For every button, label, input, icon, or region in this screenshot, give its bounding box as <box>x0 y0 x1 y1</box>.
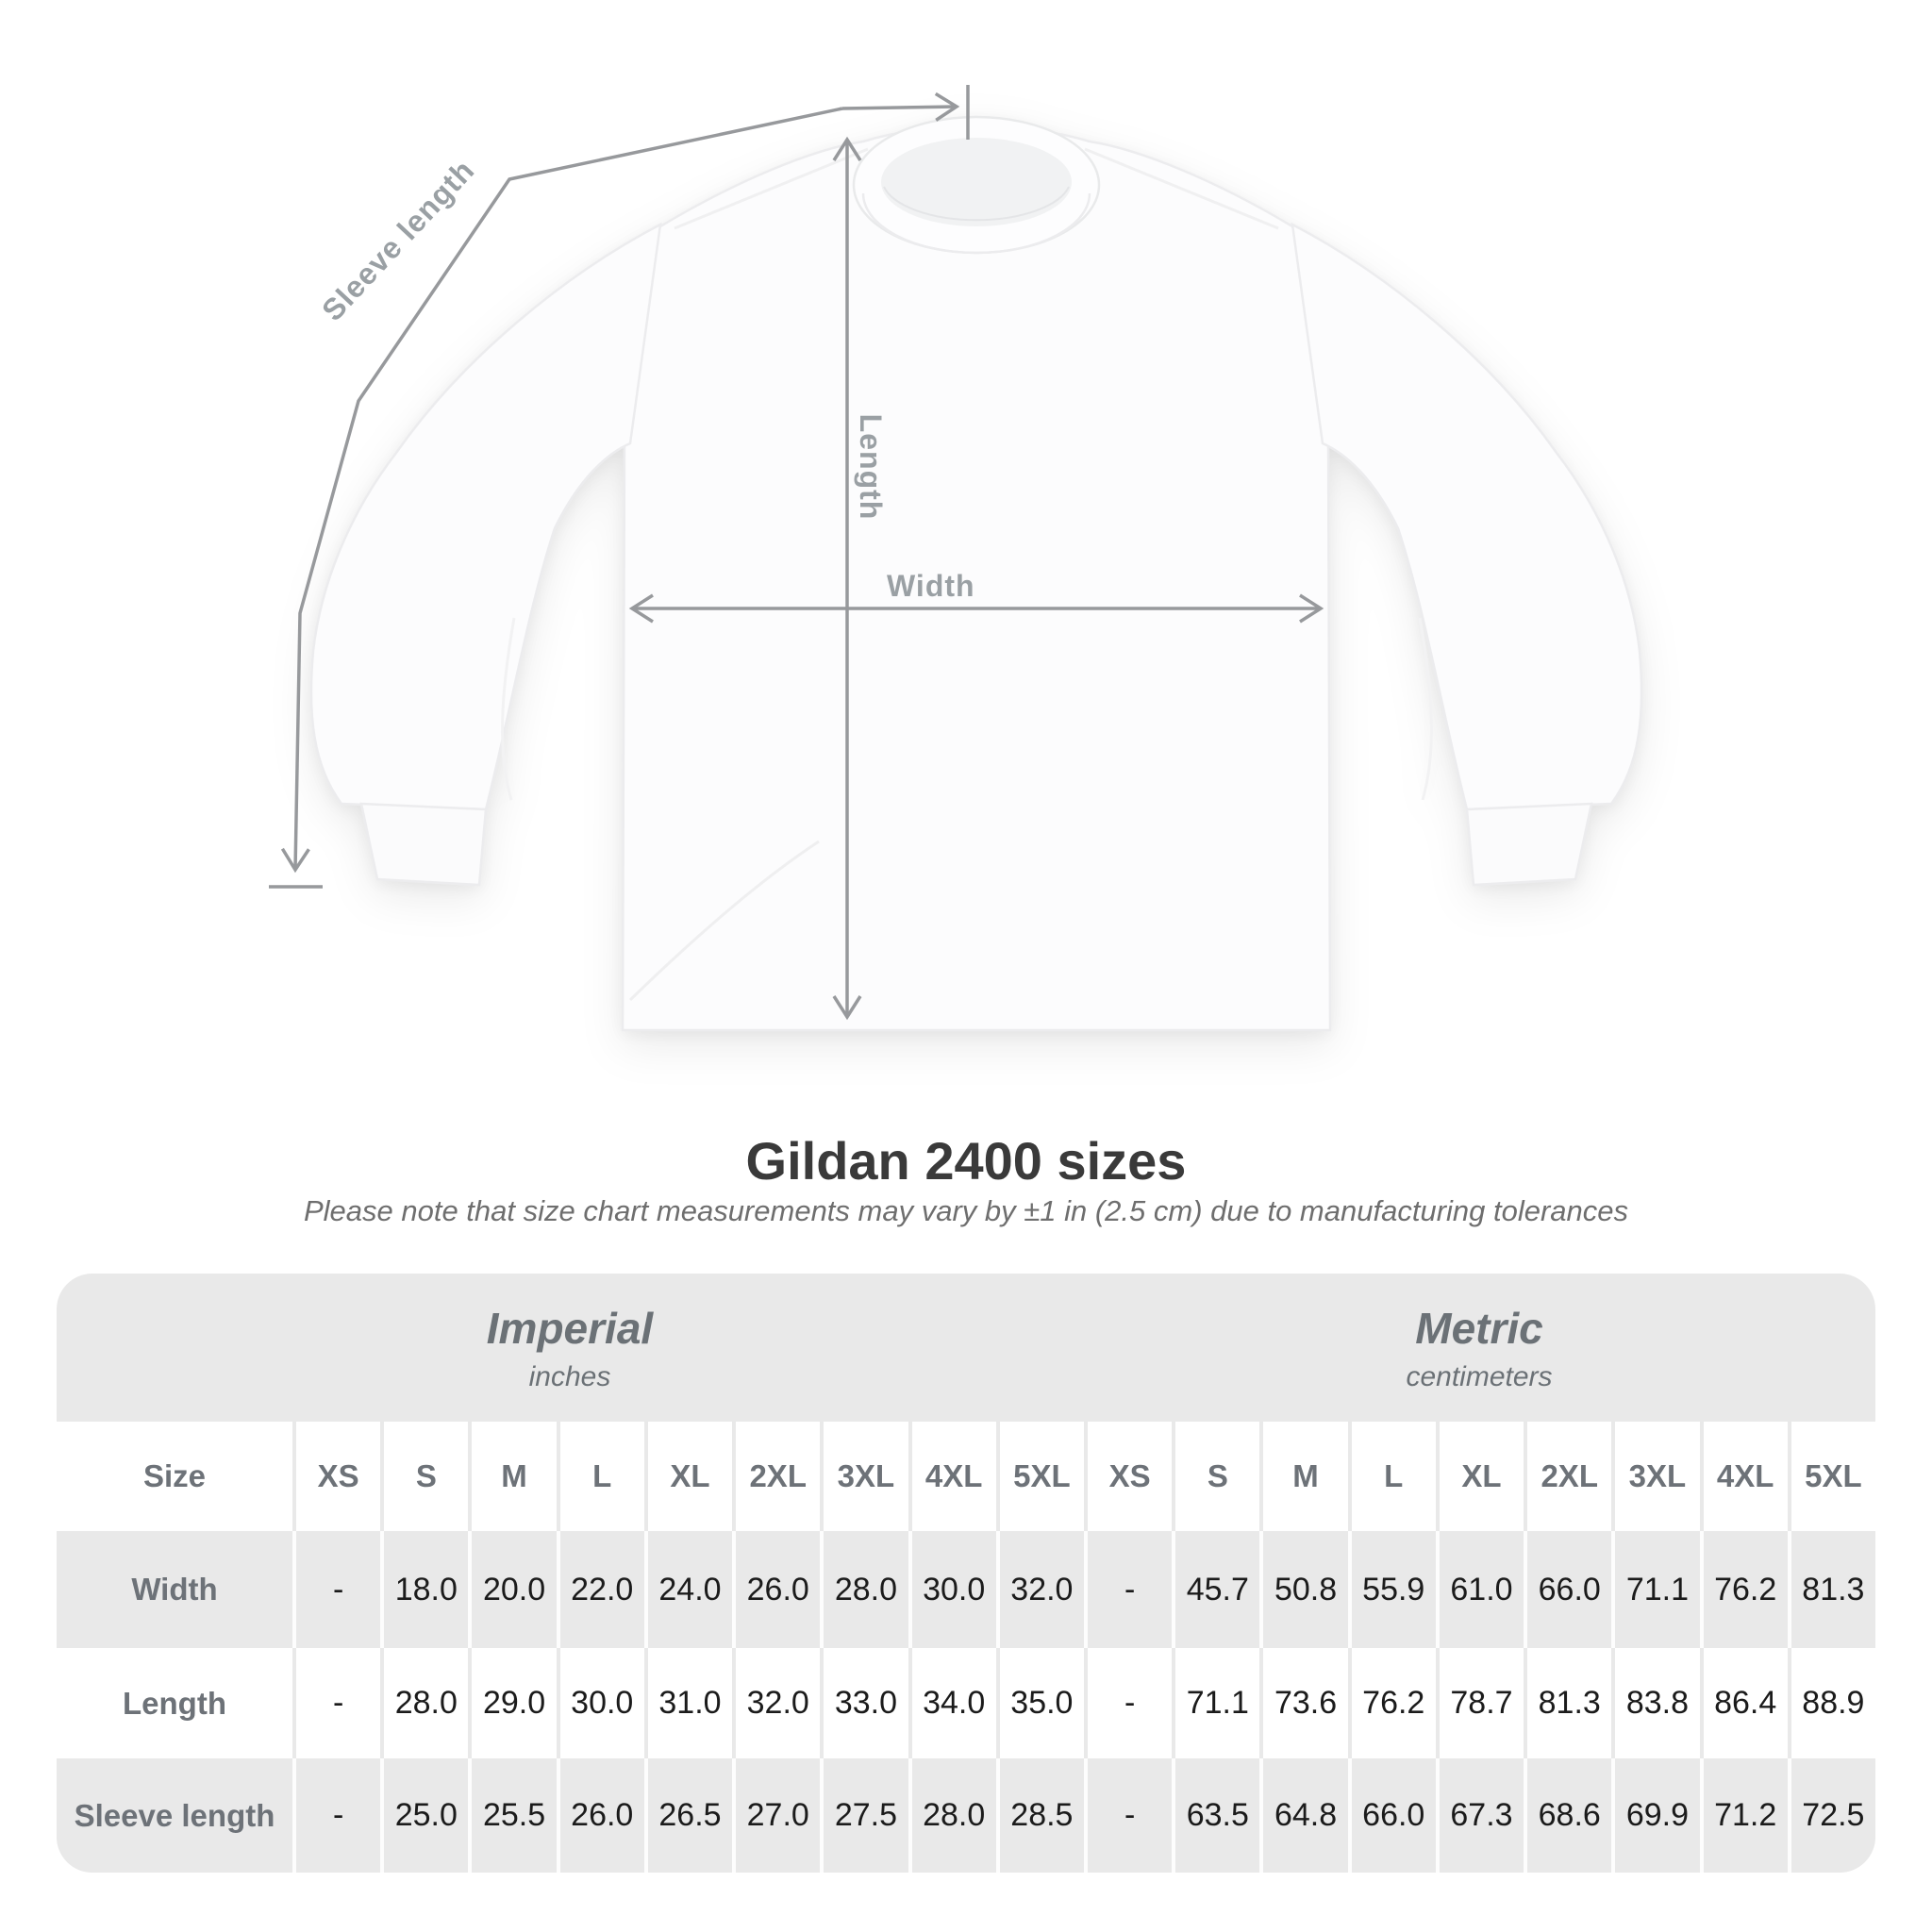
data-cell-imperial: 25.5 <box>468 1758 556 1873</box>
row-label: Sleeve length <box>74 1797 275 1833</box>
header-cell-metric-2xl: 2XL <box>1524 1422 1611 1531</box>
data-cell-metric: 68.6 <box>1524 1758 1611 1873</box>
data-cell-imperial: 28.0 <box>820 1531 908 1648</box>
data-cell-metric: 71.1 <box>1172 1648 1259 1758</box>
imperial-unit-group <box>57 1274 1083 1422</box>
data-cell-metric: 55.9 <box>1348 1531 1436 1648</box>
data-cell-metric: 69.9 <box>1611 1758 1699 1873</box>
collar-opening <box>881 138 1072 226</box>
metric-unit-label: centimeters <box>1406 1360 1553 1392</box>
row-label: Width <box>131 1572 218 1607</box>
header-cell-imperial-s: S <box>380 1422 468 1531</box>
data-cell-imperial: 26.5 <box>644 1758 732 1873</box>
data-cell-metric: 63.5 <box>1172 1758 1259 1873</box>
data-cell-imperial: 22.0 <box>557 1531 644 1648</box>
data-cell-imperial: 29.0 <box>468 1648 556 1758</box>
data-cell-metric: 50.8 <box>1259 1531 1347 1648</box>
header-cell-imperial-4xl: 4XL <box>908 1422 996 1531</box>
data-cell-imperial: 30.0 <box>557 1648 644 1758</box>
header-cell-metric-5xl: 5XL <box>1788 1422 1875 1531</box>
data-cell-imperial: 32.0 <box>732 1648 820 1758</box>
header-cell-metric-l: L <box>1348 1422 1436 1531</box>
size-table <box>57 1422 1875 1873</box>
data-cell-metric: 86.4 <box>1700 1648 1788 1758</box>
data-cell-imperial: - <box>292 1531 380 1648</box>
data-cell-metric: - <box>1084 1531 1172 1648</box>
data-cell-imperial: 20.0 <box>468 1531 556 1648</box>
data-cell-metric: 66.0 <box>1348 1758 1436 1873</box>
metric-unit-group <box>1083 1274 1875 1422</box>
header-cell-imperial-2xl: 2XL <box>732 1422 820 1531</box>
data-cell-metric: 73.6 <box>1259 1648 1347 1758</box>
data-cell-imperial: 33.0 <box>820 1648 908 1758</box>
data-cell-imperial: - <box>292 1648 380 1758</box>
data-cell-imperial: 35.0 <box>996 1648 1084 1758</box>
data-cell-metric: 81.3 <box>1788 1531 1875 1648</box>
imperial-heading: Imperial <box>486 1303 654 1353</box>
data-cell-metric: - <box>1084 1758 1172 1873</box>
data-cell-imperial: 27.0 <box>732 1758 820 1873</box>
row-label: Length <box>123 1685 226 1721</box>
header-cell-metric-3xl: 3XL <box>1611 1422 1699 1531</box>
data-cell-imperial: 27.5 <box>820 1758 908 1873</box>
shirt-body <box>623 126 1330 1031</box>
sleeve-length-label: Sleeve length <box>315 153 481 327</box>
header-cell-imperial-l: L <box>557 1422 644 1531</box>
table-row-width <box>57 1531 1875 1648</box>
table-row-length <box>57 1648 1875 1758</box>
data-cell-imperial: 34.0 <box>908 1648 996 1758</box>
tolerance-note: Please note that size chart measurements may vary by ±1 in (2.5 cm) due to manufacturing tolerances <box>303 1194 1629 1227</box>
long-sleeve-shirt-illustration <box>311 117 1641 1030</box>
size-chart-card <box>57 1274 1875 1873</box>
data-cell-imperial: 26.0 <box>557 1758 644 1873</box>
data-cell-imperial: 30.0 <box>908 1531 996 1648</box>
shirt-left-sleeve <box>311 225 660 809</box>
shirt-left-cuff <box>361 804 486 885</box>
data-cell-imperial: 26.0 <box>732 1531 820 1648</box>
data-cell-metric: 71.2 <box>1700 1758 1788 1873</box>
table-header-row <box>57 1422 1875 1531</box>
data-cell-metric: 78.7 <box>1436 1648 1524 1758</box>
data-cell-metric: - <box>1084 1648 1172 1758</box>
imperial-unit-label: inches <box>528 1360 611 1392</box>
width-label: Width <box>887 569 975 603</box>
header-cell-imperial-m: M <box>468 1422 556 1531</box>
data-cell-imperial: - <box>292 1758 380 1873</box>
header-cell-imperial-xl: XL <box>644 1422 732 1531</box>
header-cell-metric-s: S <box>1172 1422 1259 1531</box>
data-cell-metric: 64.8 <box>1259 1758 1347 1873</box>
data-cell-imperial: 32.0 <box>996 1531 1084 1648</box>
data-cell-imperial: 24.0 <box>644 1531 732 1648</box>
data-cell-metric: 67.3 <box>1436 1758 1524 1873</box>
data-cell-metric: 71.1 <box>1611 1531 1699 1648</box>
shirt-right-cuff <box>1467 804 1591 885</box>
unit-band <box>57 1274 1875 1422</box>
data-cell-metric: 45.7 <box>1172 1531 1259 1648</box>
header-cell-imperial-5xl: 5XL <box>996 1422 1084 1531</box>
data-cell-metric: 83.8 <box>1611 1648 1699 1758</box>
metric-heading: Metric <box>1415 1303 1543 1353</box>
page-title: Gildan 2400 sizes <box>745 1131 1187 1191</box>
data-cell-imperial: 28.0 <box>908 1758 996 1873</box>
data-cell-metric: 88.9 <box>1788 1648 1875 1758</box>
data-cell-metric: 66.0 <box>1524 1531 1611 1648</box>
header-cell-metric-4xl: 4XL <box>1700 1422 1788 1531</box>
length-label: Length <box>854 413 888 521</box>
header-cell-metric-xs: XS <box>1084 1422 1172 1531</box>
data-cell-imperial: 18.0 <box>380 1531 468 1648</box>
data-cell-metric: 61.0 <box>1436 1531 1524 1648</box>
data-cell-imperial: 28.5 <box>996 1758 1084 1873</box>
data-cell-metric: 81.3 <box>1524 1648 1611 1758</box>
table-row-sleeve-length <box>57 1758 1875 1873</box>
data-cell-imperial: 25.0 <box>380 1758 468 1873</box>
shirt-right-sleeve <box>1292 225 1641 809</box>
header-cell-metric-xl: XL <box>1436 1422 1524 1531</box>
header-cell-size: Size <box>142 1458 207 1493</box>
data-cell-metric: 76.2 <box>1700 1531 1788 1648</box>
data-cell-metric: 76.2 <box>1348 1648 1436 1758</box>
data-cell-metric: 72.5 <box>1788 1758 1875 1873</box>
header-cell-imperial-3xl: 3XL <box>820 1422 908 1531</box>
header-cell-metric-m: M <box>1259 1422 1347 1531</box>
data-cell-imperial: 28.0 <box>380 1648 468 1758</box>
data-cell-imperial: 31.0 <box>644 1648 732 1758</box>
header-cell-imperial-xs: XS <box>292 1422 380 1531</box>
